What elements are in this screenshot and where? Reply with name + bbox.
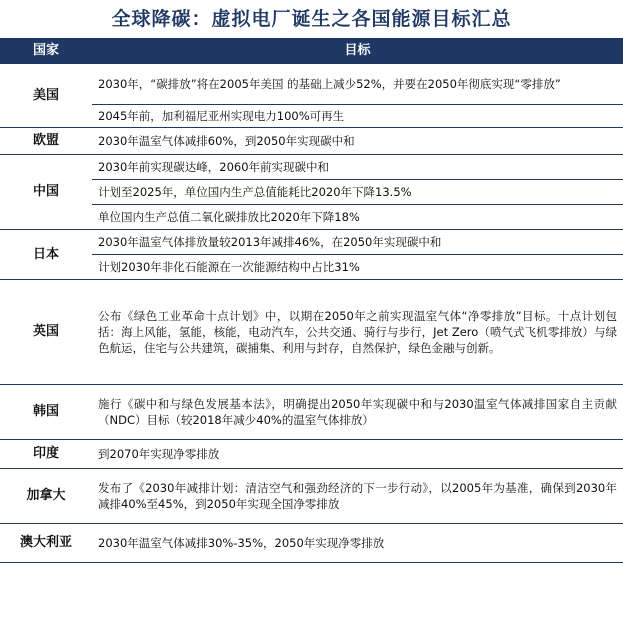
country-cell: 印度	[0, 440, 92, 469]
goal-cell: 2030年，“碳排放”将在2005年美国 的基础上减少52%，并要在2050年彻底实现“零排放”	[92, 64, 623, 105]
header-country: 国家	[0, 38, 92, 64]
country-cell: 加拿大	[0, 469, 92, 524]
goal-cell: 2030年前实现碳达峰，2060年前实现碳中和	[92, 155, 623, 180]
country-cell: 日本	[0, 230, 92, 280]
table-header-row	[0, 38, 623, 64]
goal-cell: 计划2030年非化石能源在一次能源结构中占比31%	[92, 255, 623, 280]
table-row	[0, 155, 623, 180]
goal-cell: 单位国内生产总值二氧化碳排放比2020年下降18%	[92, 205, 623, 230]
country-cell: 韩国	[0, 385, 92, 440]
table-row	[0, 469, 623, 524]
table-row	[0, 64, 623, 105]
table-row	[0, 180, 623, 205]
table-row	[0, 205, 623, 230]
country-cell: 中国	[0, 155, 92, 230]
country-cell: 欧盟	[0, 128, 92, 155]
table-row	[0, 385, 623, 440]
goal-cell: 到2070年实现净零排放	[92, 440, 623, 469]
table-row	[0, 105, 623, 128]
table-row	[0, 255, 623, 280]
country-cell: 英国	[0, 280, 92, 385]
table-row	[0, 280, 623, 385]
country-cell: 美国	[0, 64, 92, 128]
table-row	[0, 524, 623, 563]
goal-cell: 施行《碳中和与绿色发展基本法》，明确提出2050年实现碳中和与2030温室气体减排国家自主贡献（NDC）目标（较2018年减少40%的温室气体排放）	[92, 385, 623, 440]
goal-cell: 2030年温室气体减排30%-35%，2050年实现净零排放	[92, 524, 623, 563]
page-title: 全球降碳：虚拟电厂诞生之各国能源目标汇总	[111, 7, 512, 30]
goal-cell: 发布了《2030年减排计划：清洁空气和强劲经济的下一步行动》，以2005年为基准，确保到2030年减排40%至45%，到2050年实现全国净零排放	[92, 469, 623, 524]
goal-cell: 2030年温室气体排放量较2013年减排46%，在2050年实现碳中和	[92, 230, 623, 255]
goal-cell: 计划至2025年，单位国内生产总值能耗比2020年下降13.5%	[92, 180, 623, 205]
country-cell: 澳大利亚	[0, 524, 92, 563]
goal-cell: 2030年温室气体减排60%，到2050年实现碳中和	[92, 128, 623, 155]
energy-targets-table	[0, 38, 623, 563]
table-row	[0, 440, 623, 469]
goal-cell: 公布《绿色工业革命十点计划》中，以期在2050年之前实现温室气体“净零排放”目标。十点计划包括：海上风能，氢能，核能，电动汽车，公共交通、骑行与步行，Jet Zero（喷气式飞机零排放）与绿色航运，住宅与公共建筑，碳捕集、利用与封存，自然保护，绿色金融与创新。	[92, 280, 623, 385]
header-goal: 目标	[92, 38, 623, 64]
table-row	[0, 230, 623, 255]
table-row	[0, 128, 623, 155]
goal-cell: 2045年前，加利福尼亚州实现电力100%可再生	[92, 105, 623, 128]
